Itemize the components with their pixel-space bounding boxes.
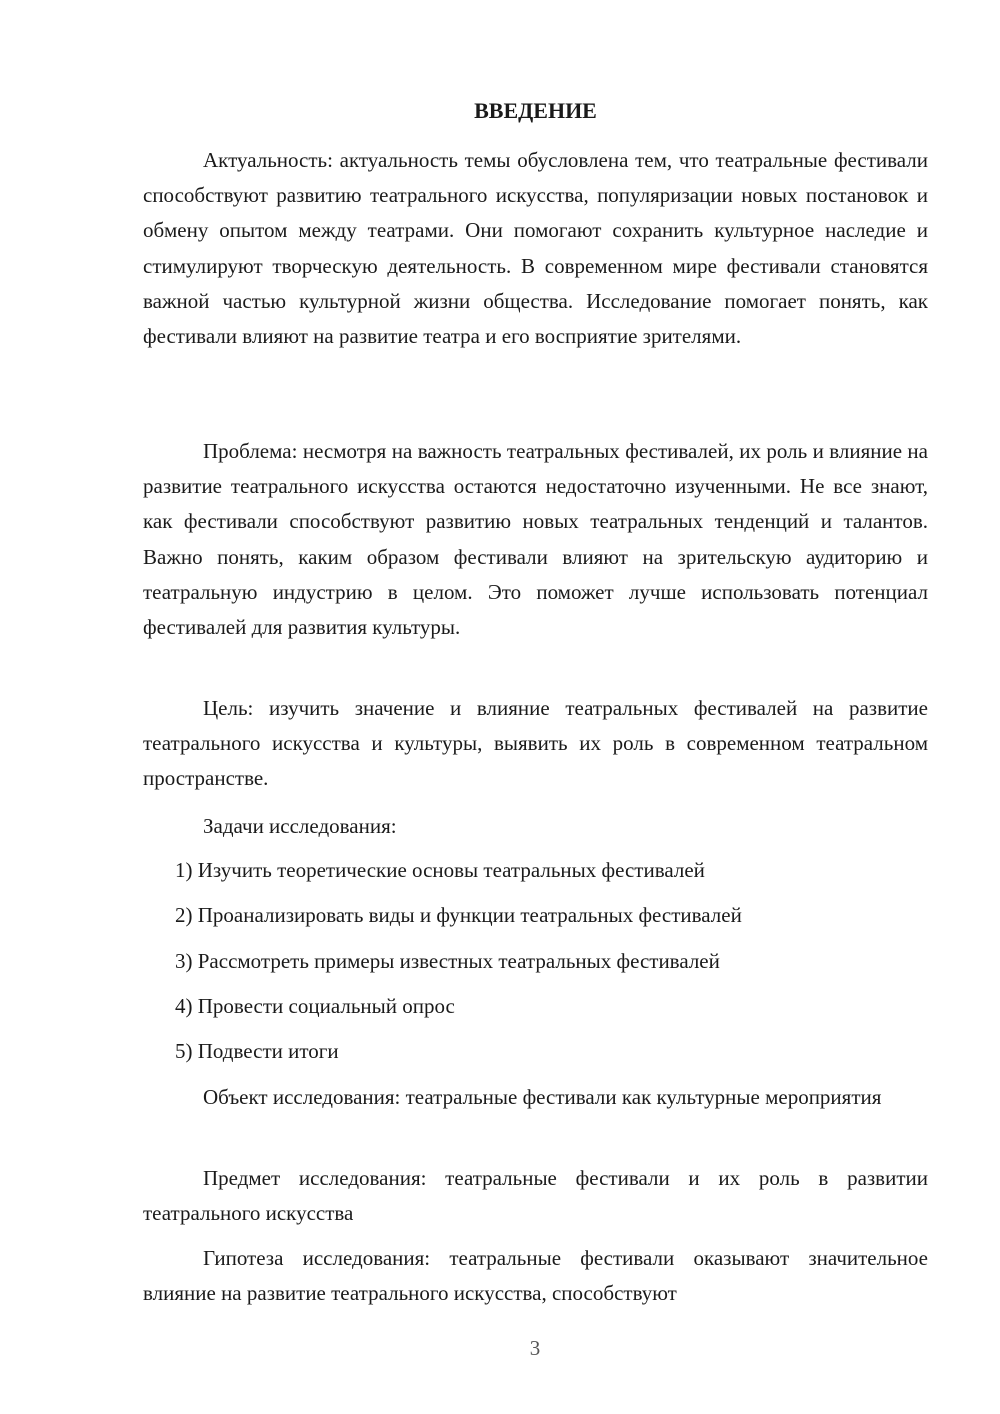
goal-paragraph: Цель: изучить значение и влияние театральных фестивалей на развитие театрального искусства и культуры, выявить их роль в современном театральном пространстве. [143, 696, 928, 791]
task-item: 1) Изучить теоретические основы театральных фестивалей [175, 858, 705, 882]
task-item: 5) Подвести итоги [175, 1039, 339, 1063]
tasks-heading: Задачи исследования: [203, 814, 397, 838]
task-item: 4) Провести социальный опрос [175, 994, 455, 1018]
task-item: 3) Рассмотреть примеры известных театральных фестивалей [175, 949, 720, 973]
problem-paragraph: Проблема: несмотря на важность театральных фестивалей, их роль и влияние на развитие театрального искусства остаются недостаточно изученными. Не все знают, как фестивали способствуют развитию новых театральных тенденций и талантов. Важно понять, каким образом фестивали влияют на зрительскую аудиторию и театральную индустрию в целом. Это поможет лучше использовать потенциал фестивалей для развития культуры. [143, 439, 928, 640]
subject-paragraph: Предмет исследования: театральные фестивали и их роль в развитии театрального искусства [143, 1166, 928, 1226]
page-title: ВВЕДЕНИЕ [474, 98, 597, 123]
task-item: 2) Проанализировать виды и функции театральных фестивалей [175, 903, 742, 927]
hypothesis-paragraph: Гипотеза исследования: театральные фестивали оказывают значительное влияние на развитие театрального искусства, способствуют [143, 1246, 928, 1306]
object-paragraph: Объект исследования: театральные фестивали как культурные мероприятия [203, 1085, 882, 1109]
page-number: 3 [529, 1336, 541, 1360]
relevance-paragraph: Актуальность: актуальность темы обусловлена тем, что театральные фестивали способствуют развитию театрального искусства, популяризации новых постановок и обмену опытом между театрами. Они помогают сохранить культурное наследие и стимулируют творческую деятельность. В современном мире фестивали становятся важной частью культурной жизни общества. Исследование помогает понять, как фестивали влияют на развитие театра и его восприятие зрителями. [143, 148, 928, 349]
